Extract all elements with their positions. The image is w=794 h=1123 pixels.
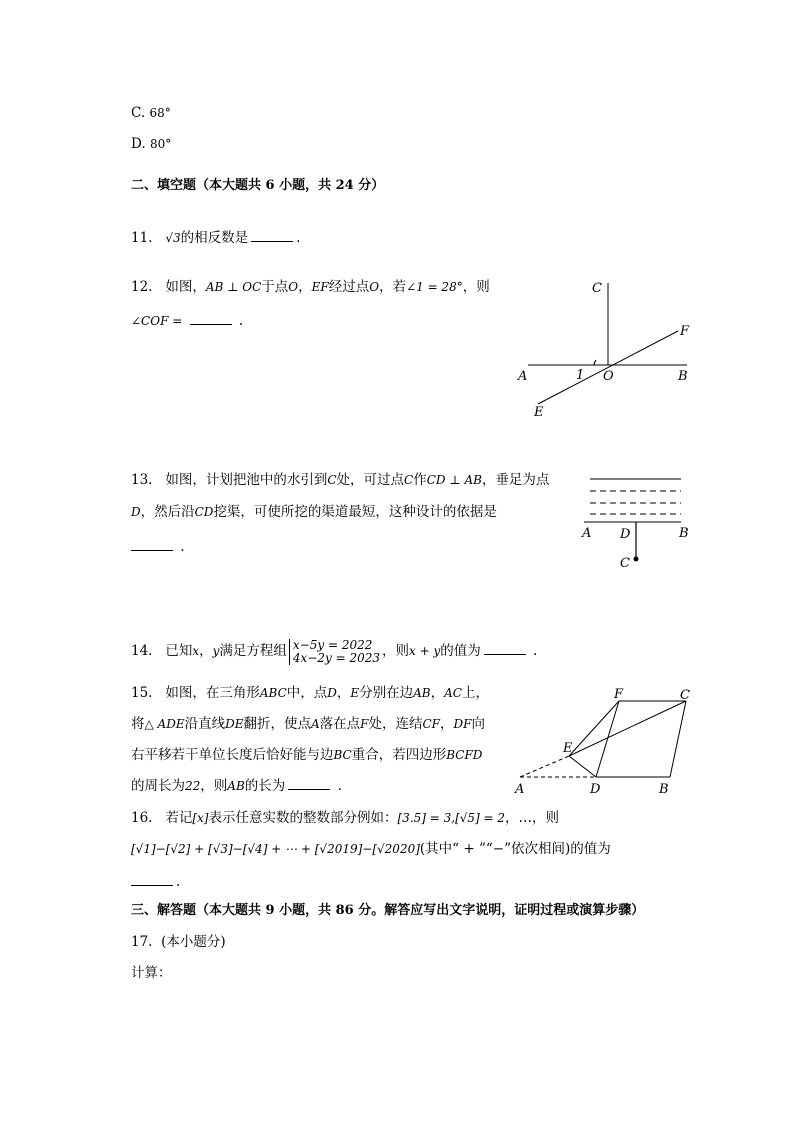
text: ，…，则 [505, 810, 560, 826]
text: 分别在边 [359, 685, 414, 701]
math: O [288, 280, 299, 294]
question-13-line2 [131, 502, 497, 522]
answer-blank [251, 229, 293, 242]
label-d: D [620, 527, 631, 542]
text: 经过点 [328, 279, 370, 295]
text: ， [430, 685, 445, 701]
label-f: F [614, 687, 624, 702]
option-c [131, 103, 171, 123]
text: 重合，若四边形 [351, 747, 447, 763]
math: x [192, 644, 200, 658]
text: 如图， [165, 279, 206, 295]
text: 的值为 [440, 643, 481, 659]
math: 22 [185, 779, 201, 793]
question-number: 12. [131, 279, 153, 295]
math: F [360, 717, 369, 731]
question-15-line1 [131, 683, 489, 703]
question-15-line4 [131, 776, 342, 796]
period: . [180, 539, 185, 555]
math: EF [311, 280, 329, 294]
math-expr: √3 [165, 231, 181, 245]
label-b: B [659, 782, 669, 797]
text: 挖渠，可使所挖的渠道最短，这种设计的依据是 [213, 504, 497, 520]
answer-blank [131, 873, 173, 886]
text: 作 [413, 472, 427, 488]
text: ，然后沿 [140, 504, 195, 520]
answer-blank [131, 538, 173, 551]
math: [3.5] = 3,[√5] = 2 [397, 811, 506, 825]
math-sum: [√1]−[√2] + [√3]−[√4] + ⋯ + [√2019]−[√2020] [131, 842, 420, 856]
equation-2: 4x−2y = 2023 [292, 650, 381, 665]
label-c: C [620, 556, 630, 571]
question-text: 的相反数是 [180, 230, 249, 246]
option-text: 68° [149, 106, 171, 120]
text: 满足方程组 [219, 643, 287, 659]
period: . [176, 874, 181, 890]
answer-blank [190, 312, 232, 325]
question-15-line2 [131, 714, 485, 734]
figure-15 [508, 683, 708, 803]
label-a: A [582, 526, 592, 541]
section-3-heading: 三、解答题（本大题共 9 小题，共 86 分。解答应写出文字说明，证明过程或演算步骤） [131, 903, 645, 918]
option-text: 80° [149, 137, 172, 151]
text: 落在点 [319, 716, 361, 732]
text: 如图，计划把池中的水引到 [165, 472, 328, 488]
label-angle-1: 1 [576, 368, 585, 383]
math: AC [444, 686, 462, 700]
math: ABC [259, 686, 287, 700]
text: 的长为 [244, 778, 286, 794]
text: 于点 [261, 279, 289, 295]
question-11 [131, 228, 300, 248]
question-number: 16. [131, 810, 153, 826]
math: BCFD [446, 748, 483, 762]
math: DF [453, 717, 472, 731]
option-letter: C. [131, 105, 146, 121]
text: 沿直线 [184, 716, 226, 732]
math: CD ⊥ AB [426, 473, 482, 487]
math: C [404, 473, 414, 487]
text: (其中“ + ”“−”依次相间)的值为 [419, 841, 611, 857]
math: x + y [409, 644, 441, 658]
math: D [131, 505, 141, 519]
text: ， [336, 685, 351, 701]
math: A [310, 717, 320, 731]
question-15-line3 [131, 745, 482, 765]
text: 如图，在三角形 [165, 685, 260, 701]
question-number: 15. [131, 685, 153, 701]
text: 若记 [165, 810, 193, 826]
text: ，则 [200, 778, 228, 794]
math: CF [422, 717, 440, 731]
math: BC [333, 748, 352, 762]
text: ， [199, 643, 213, 659]
text: 将 [131, 716, 145, 732]
question-16-line1 [131, 808, 559, 828]
math: AB [413, 686, 431, 700]
math: AB ⊥ OC [205, 280, 262, 294]
calc-label: 计算： [131, 965, 172, 981]
period: . [296, 230, 301, 246]
math: O [369, 280, 380, 294]
text: (本小题分) [161, 934, 226, 950]
period: . [238, 313, 244, 329]
label-e: E [563, 741, 573, 756]
question-13-line3 [131, 537, 185, 557]
text: 上， [461, 685, 489, 701]
math: CD [194, 505, 214, 519]
period: . [337, 778, 342, 794]
answer-blank [484, 642, 526, 655]
label-f: F [680, 324, 690, 339]
math: ∠1 = 28° [406, 280, 463, 294]
question-14 [131, 638, 537, 665]
figure-12 [510, 275, 710, 425]
question-number: 14. [131, 643, 153, 659]
label-c: C [592, 281, 602, 296]
math: AB [227, 779, 245, 793]
equation-1: x−5y = 2022 [292, 637, 373, 652]
label-a: A [518, 369, 528, 384]
math: DE [225, 717, 244, 731]
text: ，则 [462, 279, 490, 295]
question-number: 17. [131, 934, 153, 950]
text: 处，连结 [368, 716, 423, 732]
label-a: A [515, 782, 525, 797]
figure-13 [578, 472, 698, 572]
option-letter: D. [131, 136, 146, 152]
label-d: D [590, 782, 601, 797]
math: y [212, 644, 220, 658]
text: 的周长为 [131, 778, 185, 794]
answer-blank [288, 777, 330, 790]
text: 处，可过点 [336, 472, 405, 488]
label-e: E [534, 405, 544, 420]
math: C [327, 473, 337, 487]
text: ，若 [379, 279, 407, 295]
question-12-line2 [131, 311, 243, 331]
period: . [533, 643, 538, 659]
question-16-line3 [131, 872, 180, 892]
label-o: O [603, 369, 614, 384]
text: 翻折，使点 [243, 716, 311, 732]
text: 表示任意实数的整数部分例如： [208, 810, 398, 826]
label-b: B [678, 369, 688, 384]
text: 中，点 [286, 685, 328, 701]
text: ，垂足为点 [481, 472, 550, 488]
question-16-line2 [131, 839, 611, 859]
text: 向 [471, 716, 485, 732]
math: E [350, 686, 360, 700]
text: 右平移若干单位长度后恰好能与边 [131, 747, 334, 763]
question-17 [131, 932, 226, 952]
math: D [327, 686, 337, 700]
equation-system [289, 639, 380, 665]
question-13-line1 [131, 470, 549, 490]
text: ， [298, 279, 312, 295]
text: ，则 [382, 643, 410, 659]
text: ， [440, 716, 454, 732]
label-c: C [680, 688, 690, 703]
math: [x] [192, 811, 209, 825]
option-d [131, 134, 171, 154]
text: 已知 [165, 643, 193, 659]
math: ∠COF = [131, 314, 183, 328]
section-2-heading: 二、填空题（本大题共 6 小题，共 24 分） [131, 178, 385, 193]
question-number: 13. [131, 472, 153, 488]
question-12-line1 [131, 277, 490, 297]
label-b: B [679, 526, 689, 541]
math: △ ADE [144, 717, 185, 731]
question-number: 11. [131, 230, 153, 246]
